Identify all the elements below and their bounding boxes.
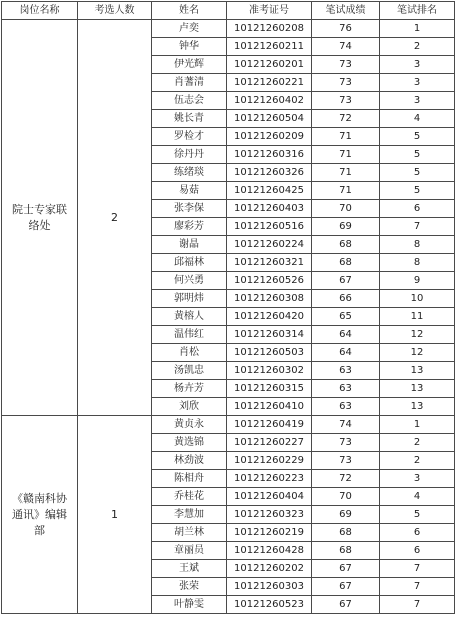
exam-id-cell: 10121260526 [227, 272, 312, 290]
score-cell: 72 [312, 110, 380, 128]
score-cell: 71 [312, 164, 380, 182]
score-cell: 73 [312, 434, 380, 452]
name-cell: 张李保 [152, 200, 227, 218]
position-name-cell: 《赣南科协通讯》编辑部 [2, 416, 78, 614]
table-row [2, 416, 455, 434]
score-cell: 63 [312, 380, 380, 398]
exam-id-cell: 10121260208 [227, 20, 312, 38]
quota-cell: 1 [78, 416, 152, 614]
name-cell: 廖彩芳 [152, 218, 227, 236]
exam-id-cell: 10121260209 [227, 128, 312, 146]
exam-id-cell: 10121260404 [227, 488, 312, 506]
score-cell: 64 [312, 326, 380, 344]
rank-cell: 7 [380, 218, 455, 236]
rank-cell: 5 [380, 146, 455, 164]
score-cell: 63 [312, 398, 380, 416]
rank-cell: 13 [380, 362, 455, 380]
rank-cell: 3 [380, 74, 455, 92]
header-exam-id: 准考证号 [227, 2, 312, 20]
name-cell: 胡兰林 [152, 524, 227, 542]
score-cell: 74 [312, 38, 380, 56]
exam-id-cell: 10121260428 [227, 542, 312, 560]
exam-id-cell: 10121260419 [227, 416, 312, 434]
exam-id-cell: 10121260523 [227, 596, 312, 614]
exam-id-cell: 10121260314 [227, 326, 312, 344]
rank-cell: 5 [380, 128, 455, 146]
name-cell: 林劲波 [152, 452, 227, 470]
exam-id-cell: 10121260211 [227, 38, 312, 56]
name-cell: 易菇 [152, 182, 227, 200]
exam-id-cell: 10121260229 [227, 452, 312, 470]
score-cell: 68 [312, 542, 380, 560]
rank-cell: 1 [380, 20, 455, 38]
rank-cell: 12 [380, 344, 455, 362]
score-cell: 70 [312, 200, 380, 218]
exam-id-cell: 10121260402 [227, 92, 312, 110]
rank-cell: 7 [380, 596, 455, 614]
name-cell: 章丽员 [152, 542, 227, 560]
name-cell: 肖蓍清 [152, 74, 227, 92]
rank-cell: 3 [380, 92, 455, 110]
score-cell: 67 [312, 596, 380, 614]
rank-cell: 10 [380, 290, 455, 308]
score-cell: 68 [312, 236, 380, 254]
exam-id-cell: 10121260221 [227, 74, 312, 92]
exam-id-cell: 10121260503 [227, 344, 312, 362]
score-cell: 68 [312, 254, 380, 272]
name-cell: 肖松 [152, 344, 227, 362]
rank-cell: 13 [380, 380, 455, 398]
name-cell: 张荣 [152, 578, 227, 596]
header-row [2, 2, 455, 20]
exam-id-cell: 10121260504 [227, 110, 312, 128]
name-cell: 罗检才 [152, 128, 227, 146]
rank-cell: 6 [380, 200, 455, 218]
rank-cell: 8 [380, 254, 455, 272]
rank-cell: 6 [380, 524, 455, 542]
exam-id-cell: 10121260323 [227, 506, 312, 524]
score-cell: 73 [312, 56, 380, 74]
score-cell: 71 [312, 182, 380, 200]
exam-id-cell: 10121260201 [227, 56, 312, 74]
exam-id-cell: 10121260425 [227, 182, 312, 200]
exam-results-table [1, 1, 455, 614]
score-cell: 73 [312, 92, 380, 110]
name-cell: 郭明炜 [152, 290, 227, 308]
rank-cell: 5 [380, 182, 455, 200]
name-cell: 刘欣 [152, 398, 227, 416]
score-cell: 73 [312, 74, 380, 92]
exam-id-cell: 10121260302 [227, 362, 312, 380]
name-cell: 伊光辉 [152, 56, 227, 74]
rank-cell: 5 [380, 164, 455, 182]
name-cell: 谢晶 [152, 236, 227, 254]
score-cell: 76 [312, 20, 380, 38]
header-score: 笔试成绩 [312, 2, 380, 20]
exam-id-cell: 10121260202 [227, 560, 312, 578]
score-cell: 67 [312, 272, 380, 290]
header-rank: 笔试排名 [380, 2, 455, 20]
rank-cell: 3 [380, 470, 455, 488]
exam-id-cell: 10121260321 [227, 254, 312, 272]
name-cell: 黄贞永 [152, 416, 227, 434]
exam-id-cell: 10121260227 [227, 434, 312, 452]
header-quota: 考选人数 [78, 2, 152, 20]
score-cell: 69 [312, 506, 380, 524]
score-cell: 67 [312, 560, 380, 578]
name-cell: 何兴勇 [152, 272, 227, 290]
score-cell: 73 [312, 452, 380, 470]
score-cell: 72 [312, 470, 380, 488]
rank-cell: 2 [380, 38, 455, 56]
name-cell: 温伟红 [152, 326, 227, 344]
score-cell: 69 [312, 218, 380, 236]
table-row [2, 20, 455, 38]
name-cell: 李慧加 [152, 506, 227, 524]
exam-id-cell: 10121260326 [227, 164, 312, 182]
exam-id-cell: 10121260219 [227, 524, 312, 542]
name-cell: 邱福林 [152, 254, 227, 272]
position-name-cell: 院士专家联络处 [2, 20, 78, 416]
rank-cell: 1 [380, 416, 455, 434]
name-cell: 钟华 [152, 38, 227, 56]
score-cell: 64 [312, 344, 380, 362]
exam-id-cell: 10121260516 [227, 218, 312, 236]
name-cell: 练绪琰 [152, 164, 227, 182]
rank-cell: 7 [380, 578, 455, 596]
rank-cell: 2 [380, 434, 455, 452]
score-cell: 67 [312, 578, 380, 596]
score-cell: 65 [312, 308, 380, 326]
name-cell: 陈相舟 [152, 470, 227, 488]
rank-cell: 13 [380, 398, 455, 416]
name-cell: 姚长青 [152, 110, 227, 128]
score-cell: 74 [312, 416, 380, 434]
score-cell: 68 [312, 524, 380, 542]
rank-cell: 12 [380, 326, 455, 344]
exam-id-cell: 10121260308 [227, 290, 312, 308]
exam-id-cell: 10121260224 [227, 236, 312, 254]
header-position: 岗位名称 [2, 2, 78, 20]
rank-cell: 11 [380, 308, 455, 326]
header-name: 姓名 [152, 2, 227, 20]
name-cell: 黄选锦 [152, 434, 227, 452]
score-cell: 66 [312, 290, 380, 308]
rank-cell: 7 [380, 560, 455, 578]
rank-cell: 2 [380, 452, 455, 470]
exam-id-cell: 10121260315 [227, 380, 312, 398]
exam-id-cell: 10121260420 [227, 308, 312, 326]
name-cell: 黄榕人 [152, 308, 227, 326]
score-cell: 63 [312, 362, 380, 380]
name-cell: 杨卉芳 [152, 380, 227, 398]
rank-cell: 6 [380, 542, 455, 560]
score-cell: 71 [312, 146, 380, 164]
rank-cell: 8 [380, 236, 455, 254]
name-cell: 伍志会 [152, 92, 227, 110]
name-cell: 叶静雯 [152, 596, 227, 614]
exam-id-cell: 10121260303 [227, 578, 312, 596]
name-cell: 王斌 [152, 560, 227, 578]
rank-cell: 4 [380, 488, 455, 506]
rank-cell: 9 [380, 272, 455, 290]
name-cell: 徐丹丹 [152, 146, 227, 164]
exam-id-cell: 10121260223 [227, 470, 312, 488]
name-cell: 汤凯忠 [152, 362, 227, 380]
rank-cell: 5 [380, 506, 455, 524]
score-cell: 71 [312, 128, 380, 146]
exam-id-cell: 10121260410 [227, 398, 312, 416]
name-cell: 乔桂花 [152, 488, 227, 506]
quota-cell: 2 [78, 20, 152, 416]
rank-cell: 4 [380, 110, 455, 128]
name-cell: 卢奕 [152, 20, 227, 38]
exam-id-cell: 10121260316 [227, 146, 312, 164]
exam-id-cell: 10121260403 [227, 200, 312, 218]
table-body [2, 20, 455, 614]
rank-cell: 3 [380, 56, 455, 74]
score-cell: 70 [312, 488, 380, 506]
